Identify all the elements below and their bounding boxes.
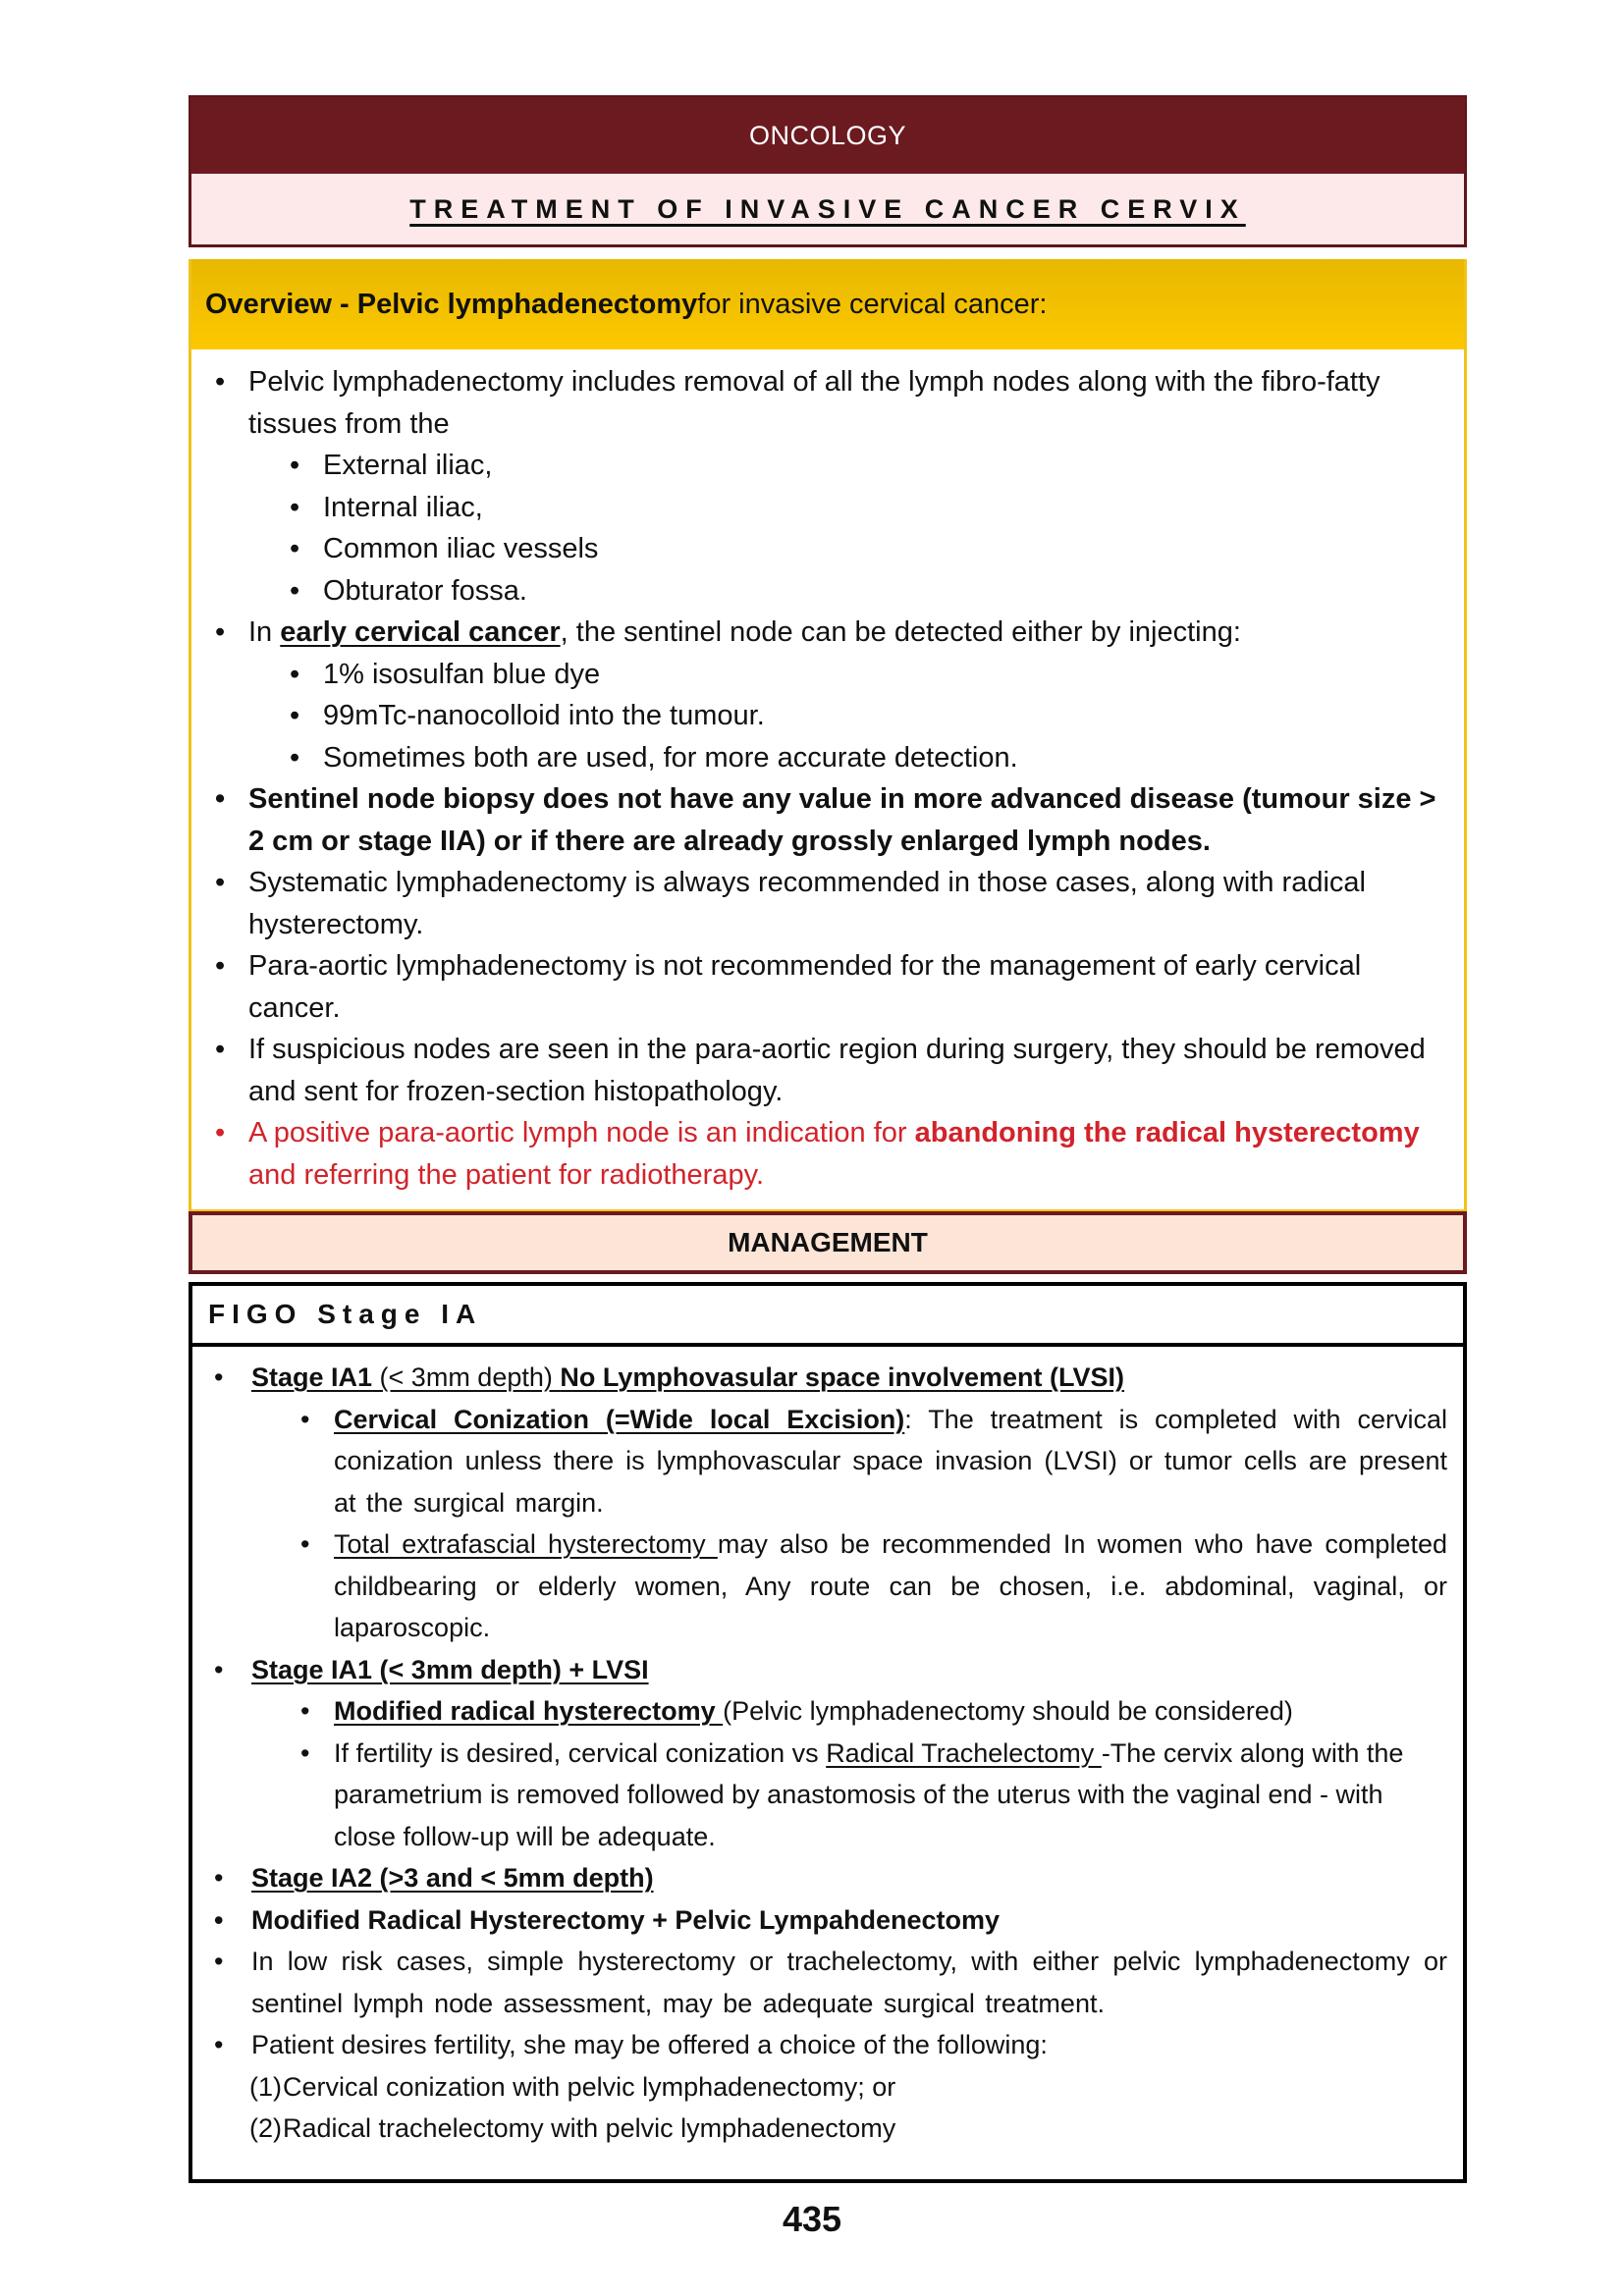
- item-text: A positive para-aortic lymph node is an indication for: [248, 1117, 915, 1148]
- item-text: may also be recommended In women who have completed childbearing or elderly women, Any route can be chosen, i.e. abdominal, vaginal, or laparoscopic.: [334, 1529, 1447, 1642]
- option-item: [200, 2108, 1447, 2150]
- list-item: • Obturator fossa.: [248, 570, 1444, 613]
- section-label: ONCOLOGY: [748, 120, 907, 150]
- list-item: • Patient desires fertility, she may be offered a choice of the following:: [200, 2024, 1447, 2066]
- list-item-stage-ia2: [200, 1857, 1447, 1899]
- figo-heading: [192, 1286, 1463, 1347]
- sublist: [251, 1690, 1447, 1857]
- list-item: [251, 1399, 1447, 1524]
- section-header: [189, 95, 1467, 174]
- sublist: [251, 1399, 1447, 1649]
- figo-heading-text: FIGO Stage IA: [208, 1299, 483, 1329]
- item-text: and referring the patient for radiotherapy.: [248, 1158, 765, 1191]
- list-item: • External iliac,: [248, 445, 1444, 487]
- item-text: If fertility is desired, cervical conization vs: [334, 1737, 827, 1768]
- stage-label: Stage IA2 (>3 and < 5mm depth): [251, 1863, 654, 1893]
- list-item-stage-ia1-lvsi: [200, 1649, 1447, 1858]
- overview-heading: [191, 259, 1464, 349]
- title-box: [189, 174, 1467, 247]
- list-item: • 1% isosulfan blue dye: [248, 654, 1444, 696]
- list-item: [251, 1523, 1447, 1649]
- sublist: [248, 654, 1444, 779]
- stage-condition: No Lymphovasular space involvement (LVSI): [560, 1362, 1125, 1392]
- list-item: • Para-aortic lymphadenectomy is not recommended for the management of early cervical cancer.: [205, 945, 1444, 1029]
- list-item: [251, 1733, 1447, 1858]
- overview-body: [191, 349, 1464, 1209]
- figo-list: [200, 1357, 1447, 2066]
- list-item: [205, 361, 1444, 612]
- page: [189, 95, 1467, 2183]
- figo-stage-panel: [189, 1282, 1467, 2183]
- page-number: 435: [782, 2199, 842, 2239]
- list-item: • 99mTc-nanocolloid into the tumour.: [248, 695, 1444, 737]
- management-header: [189, 1211, 1467, 1274]
- treatment-name: Radical Trachelectomy: [826, 1737, 1102, 1768]
- emphasis-abandoning: abandoning the radical hysterectomy: [914, 1117, 1420, 1148]
- overview-list: [205, 361, 1444, 1196]
- option-item: [200, 2066, 1447, 2109]
- option-text: Radical trachelectomy with pelvic lymphadenectomy: [283, 2113, 896, 2143]
- list-item: • If suspicious nodes are seen in the para-aortic region during surgery, they should be removed and sent for frozen-section histopathology.: [205, 1029, 1444, 1112]
- item-text: , the sentinel node can be detected either by injecting:: [560, 616, 1241, 648]
- list-item: • Common iliac vessels: [248, 528, 1444, 570]
- stage-depth: (< 3mm depth): [372, 1362, 561, 1392]
- list-item: • Systematic lymphadenectomy is always recommended in those cases, along with radical hysterectomy.: [205, 862, 1444, 945]
- item-text: Pelvic lymphadenectomy includes removal of all the lymph nodes along with the fibro-fatty tissues from the: [248, 366, 1380, 440]
- management-label: MANAGEMENT: [728, 1227, 928, 1257]
- list-item: • Internal iliac,: [248, 487, 1444, 529]
- figo-body: [192, 1347, 1463, 2179]
- list-item: • Modified Radical Hysterectomy + Pelvic Lympahdenectomy: [200, 1899, 1447, 1942]
- treatment-name: Cervical Conization (=Wide local Excision): [334, 1404, 905, 1434]
- item-text: -The cervix along with the parametrium is removed followed by anastomosis of the uterus with the vaginal end - with close follow-up will be adequate.: [334, 1737, 1404, 1851]
- overview-heading-bold: Overview - Pelvic lymphadenectomy: [205, 288, 698, 320]
- emphasis-early-cervical-cancer: early cervical cancer: [280, 616, 561, 648]
- list-item-warning: [205, 1112, 1444, 1196]
- page-title: TREATMENT OF INVASIVE CANCER CERVIX: [409, 193, 1246, 224]
- item-text: : The treatment is completed with cervical conization unless there is lymphovascular space invasion (LVSI) or tumor cells are present at the surgical margin.: [334, 1404, 1447, 1518]
- treatment-name: Modified radical hysterectomy: [334, 1696, 724, 1726]
- list-item: • Sentinel node biopsy does not have any value in more advanced disease (tumour size > 2 cm or stage IIA) or if there are already grossly enlarged lymph nodes.: [205, 778, 1444, 862]
- overview-panel: [189, 259, 1467, 1212]
- list-item: • In low risk cases, simple hysterectomy or trachelectomy, with either pelvic lymphadenectomy or sentinel lymph node assessment, may be adequate surgical treatment.: [200, 1941, 1447, 2024]
- sublist: [248, 445, 1444, 612]
- item-text: In: [248, 616, 281, 648]
- stage-label: Stage IA1: [251, 1362, 373, 1392]
- stage-label: Stage IA1 (< 3mm depth) + LVSI: [251, 1654, 649, 1684]
- option-number: (1): [249, 2071, 282, 2102]
- item-text: (Pelvic lymphadenectomy should be considered): [723, 1696, 1293, 1726]
- list-item: • Sometimes both are used, for more accurate detection.: [248, 737, 1444, 779]
- option-number: (2): [249, 2113, 282, 2143]
- list-item-stage-ia1: [200, 1357, 1447, 1649]
- overview-heading-rest: for invasive cervical cancer:: [697, 288, 1048, 320]
- fertility-options: [200, 2066, 1447, 2150]
- list-item: [205, 612, 1444, 778]
- list-item: [251, 1690, 1447, 1733]
- treatment-name: Total extrafascial hysterectomy: [334, 1529, 718, 1559]
- option-text: Cervical conization with pelvic lymphadenectomy; or: [283, 2071, 896, 2102]
